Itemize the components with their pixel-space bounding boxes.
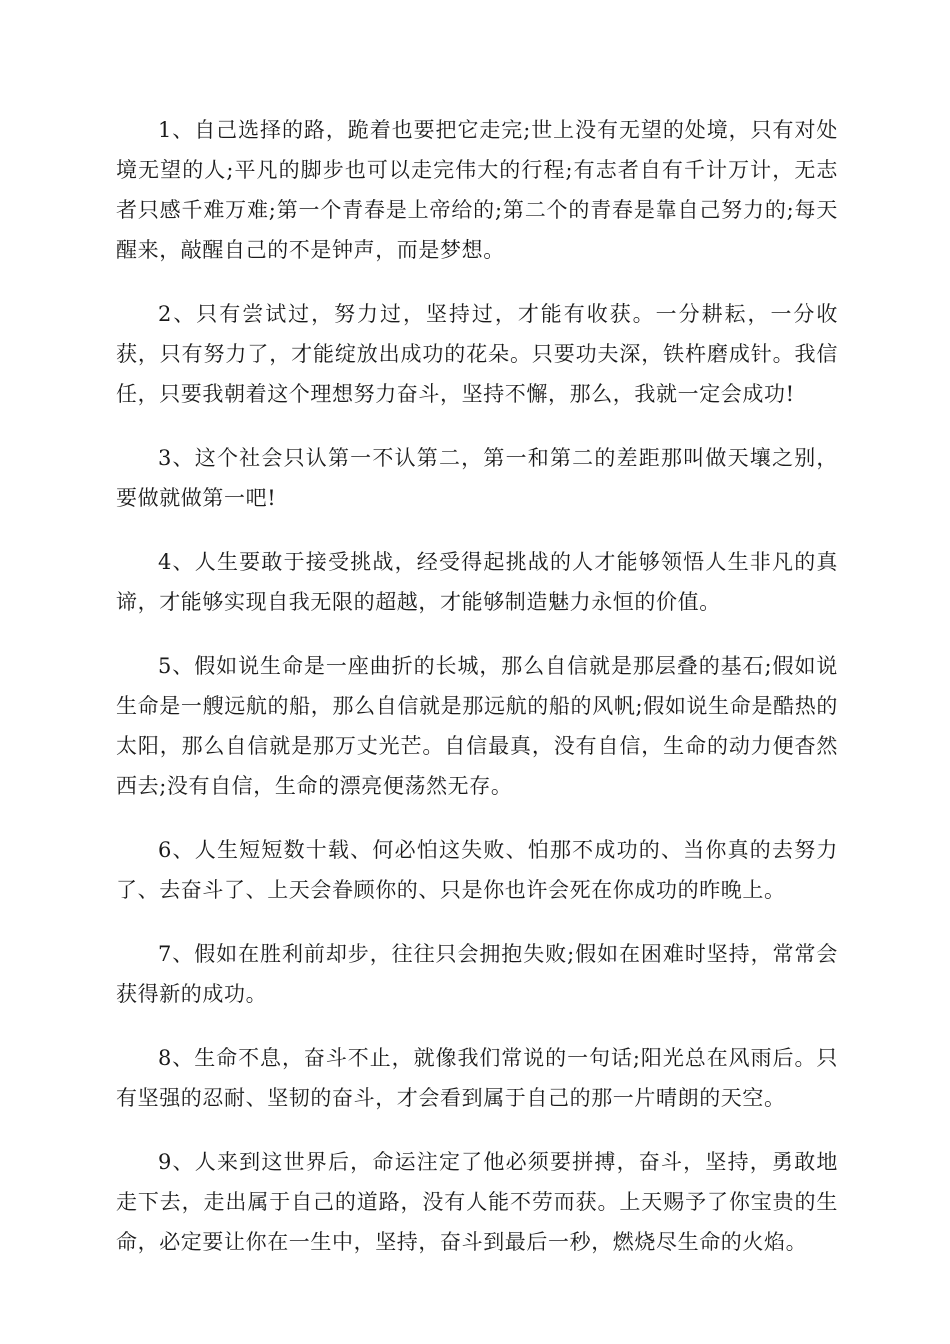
paragraph-4: 4、人生要敢于接受挑战，经受得起挑战的人才能够领悟人生非凡的真谛，才能够实现自我无限的超越，才能够制造魅力永恒的价值。 (116, 550, 838, 614)
paragraph-7: 7、假如在胜利前却步，往往只会拥抱失败;假如在困难时坚持，常常会获得新的成功。 (116, 942, 838, 1006)
paragraph-6: 6、人生短短数十载、何必怕这失败、怕那不成功的、当你真的去努力了、去奋斗了、上天会眷顾你的、只是你也许会死在你成功的昨晚上。 (116, 838, 838, 902)
paragraph-8: 8、生命不息，奋斗不止，就像我们常说的一句话;阳光总在风雨后。只有坚强的忍耐、坚韧的奋斗，才会看到属于自己的那一片晴朗的天空。 (116, 1046, 838, 1110)
paragraph-3: 3、这个社会只认第一不认第二，第一和第二的差距那叫做天壤之别，要做就做第一吧! (116, 446, 838, 510)
document-body (116, 110, 838, 1286)
paragraph-5: 5、假如说生命是一座曲折的长城，那么自信就是那层叠的基石;假如说生命是一艘远航的船，那么自信就是那远航的船的风帆;假如说生命是酷热的太阳，那么自信就是那万丈光芒。自信最真，没有自信，生命的动力便杳然西去;没有自信，生命的漂亮便荡然无存。 (116, 654, 838, 798)
paragraph-1: 1、自己选择的路，跪着也要把它走完;世上没有无望的处境，只有对处境无望的人;平凡的脚步也可以走完伟大的行程;有志者自有千计万计，无志者只感千难万难;第一个青春是上帝给的;第二个的青春是靠自己努力的;每天醒来，敲醒自己的不是钟声，而是梦想。 (116, 118, 838, 262)
paragraph-2: 2、只有尝试过，努力过，坚持过，才能有收获。一分耕耘，一分收获，只有努力了，才能绽放出成功的花朵。只要功夫深，铁杵磨成针。我信任，只要我朝着这个理想努力奋斗，坚持不懈，那么，我就一定会成功! (116, 302, 838, 406)
paragraph-9: 9、人来到这世界后，命运注定了他必须要拼搏，奋斗，坚持，勇敢地走下去，走出属于自己的道路，没有人能不劳而获。上天赐予了你宝贵的生命，必定要让你在一生中，坚持，奋斗到最后一秒，燃烧尽生命的火焰。 (116, 1150, 838, 1254)
